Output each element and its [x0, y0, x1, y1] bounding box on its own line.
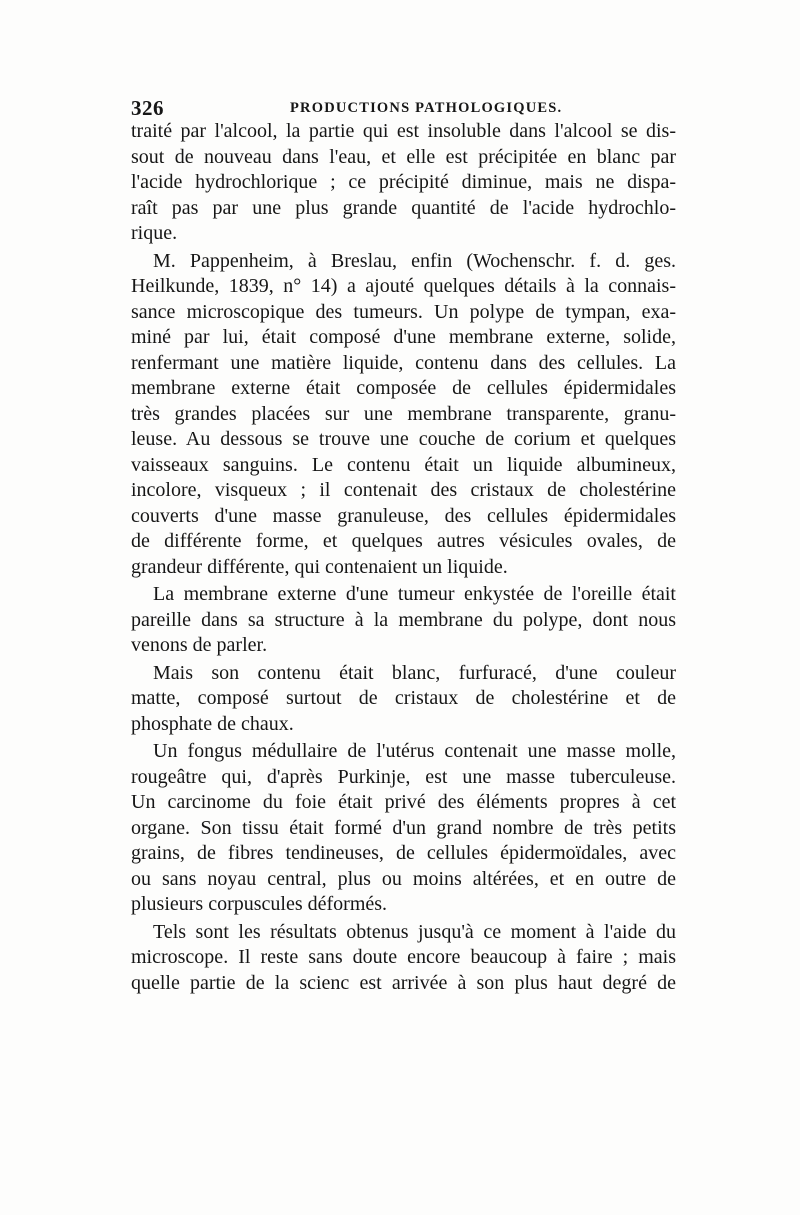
text-line: phosphate de chaux. — [131, 712, 294, 735]
text-line: organe. Son tissu était formé d'un grand nombre de très petits — [131, 816, 676, 839]
text-line: couverts d'une masse granuleuse, des cellules épidermidales — [131, 504, 676, 527]
paragraph — [131, 661, 676, 738]
text-line: traité par l'alcool, la partie qui est insoluble dans l'alcool se dis- — [131, 120, 676, 142]
body-text — [131, 119, 676, 996]
page-number: 326 — [131, 96, 164, 120]
paragraph — [131, 249, 676, 581]
text-line: sout de nouveau dans l'eau, et elle est précipitée en blanc par — [131, 145, 676, 168]
running-title: PRODUCTIONS PATHOLOGIQUES. — [290, 100, 563, 116]
text-line: Tels sont les résultats obtenus jusqu'à ce moment à l'aide du — [153, 920, 676, 943]
text-line: l'acide hydrochlorique ; ce précipité diminue, mais ne dispa- — [131, 171, 676, 193]
text-line: rougeâtre qui, d'après Purkinje, est une masse tuberculeuse. — [131, 765, 676, 788]
text-line: grains, de fibres tendineuses, de cellules épidermoïdales, avec — [131, 842, 676, 864]
text-line: sance microscopique des tumeurs. Un polype de tympan, exa- — [131, 300, 676, 323]
paragraph — [131, 119, 676, 247]
paragraph — [131, 739, 676, 918]
text-line: Un fongus médullaire de l'utérus contenait une masse molle, — [153, 740, 676, 762]
text-line: La membrane externe d'une tumeur enkystée de l'oreille était — [153, 583, 676, 605]
text-line: rique. — [131, 222, 178, 244]
paragraph — [131, 582, 676, 659]
text-line: plusieurs corpuscules déformés. — [131, 893, 388, 915]
text-line: Un carcinome du foie était privé des éléments propres à cet — [131, 791, 676, 813]
text-line: M. Pappenheim, à Breslau, enfin (Wochenschr. f. d. ges. — [153, 249, 676, 272]
paragraph — [131, 920, 676, 997]
text-line: grandeur différente, qui contenaient un liquide. — [131, 555, 508, 578]
text-line: microscope. Il reste sans doute encore beaucoup à faire ; mais — [131, 946, 676, 968]
text-line: leuse. Au dessous se trouve une couche de corium et quelques — [131, 428, 676, 450]
text-line: venons de parler. — [131, 634, 268, 656]
text-line: membrane externe était composée de cellules épidermidales — [131, 377, 676, 399]
text-line: miné par lui, était composé d'une membrane externe, solide, — [131, 326, 676, 348]
text-line: vaisseaux sanguins. Le contenu était un liquide albumineux, — [131, 453, 676, 476]
text-line: raît pas par une plus grande quantité de l'acide hydrochlo- — [131, 196, 676, 219]
text-line: renfermant une matière liquide, contenu dans des cellules. La — [131, 351, 676, 374]
text-line: Heilkunde, 1839, n° 14) a ajouté quelques détails à la connais- — [131, 275, 676, 297]
text-line: incolore, visqueux ; il contenait des cristaux de cholestérine — [131, 479, 676, 501]
text-line: Mais son contenu était blanc, furfuracé, d'une couleur — [153, 661, 676, 684]
text-line: matte, composé surtout de cristaux de cholestérine et de — [131, 687, 676, 709]
text-line: de différente forme, et quelques autres vésicules ovales, de — [131, 530, 676, 552]
text-line: pareille dans sa structure à la membrane du polype, dont nous — [131, 608, 676, 631]
text-line: ou sans noyau central, plus ou moins altérées, et en outre de — [131, 867, 676, 890]
text-line: très grandes placées sur une membrane transparente, granu- — [131, 402, 676, 425]
text-line: quelle partie de la scienc est arrivée à son plus haut degré de — [131, 971, 676, 994]
